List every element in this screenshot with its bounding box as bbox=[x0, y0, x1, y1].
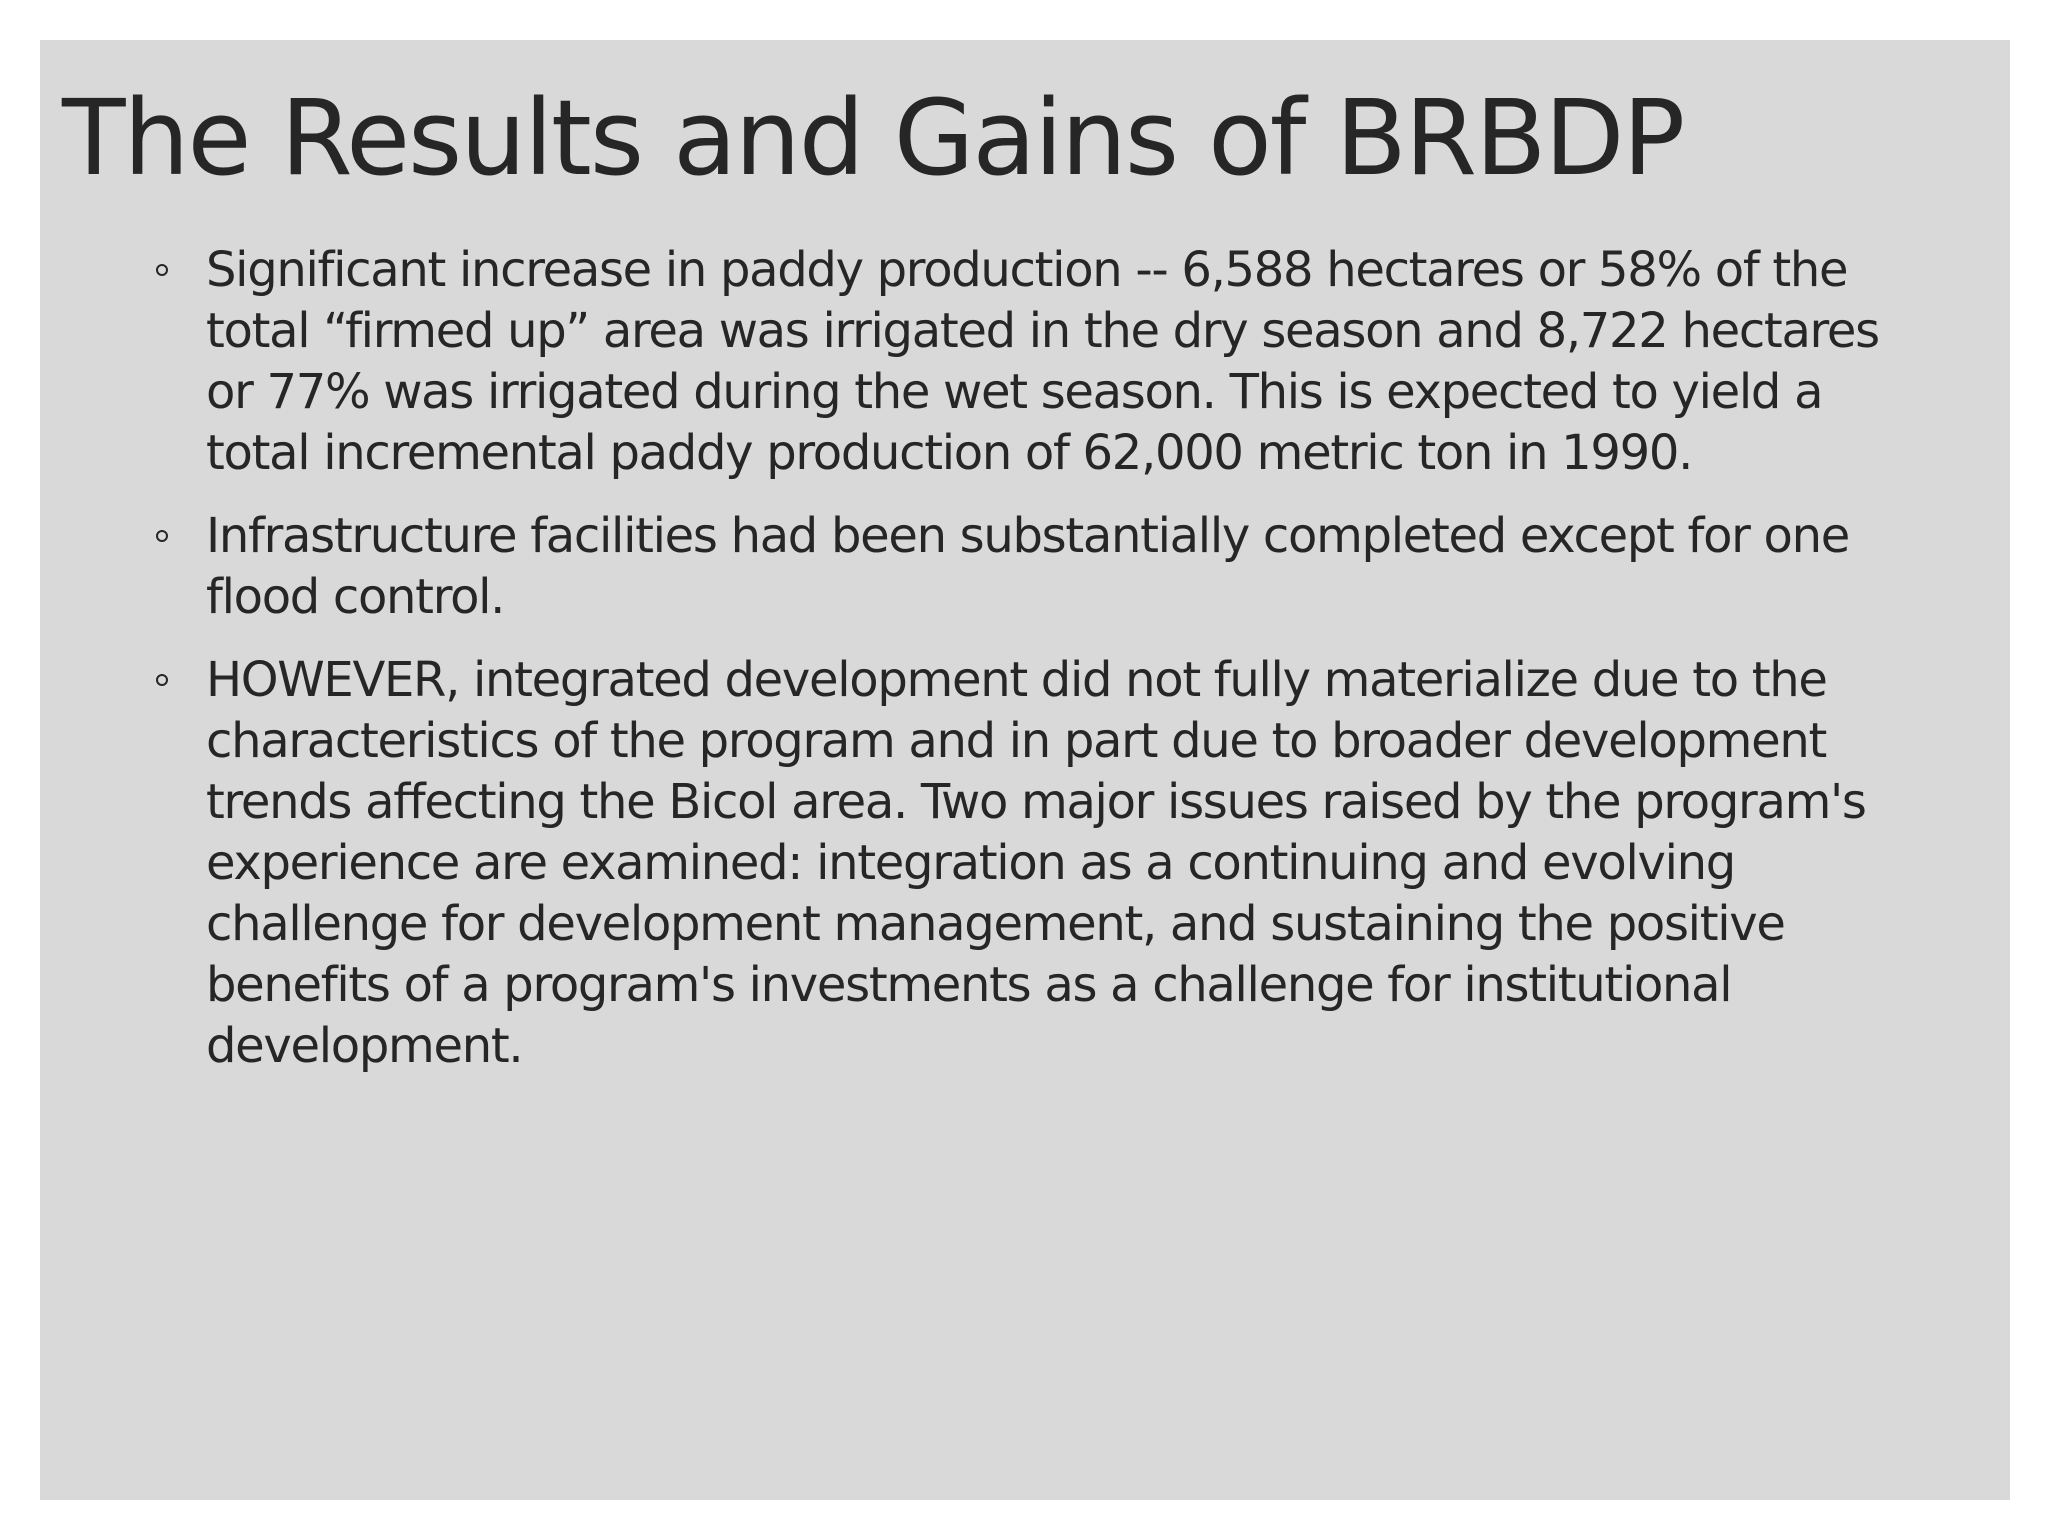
hollow-circle-bullet-icon bbox=[156, 530, 168, 542]
bullet-item bbox=[128, 650, 1908, 1077]
slide bbox=[40, 40, 2010, 1500]
hollow-circle-bullet-icon bbox=[156, 674, 168, 686]
bullet-text: HOWEVER, integrated development did not fully materialize due to the characteristics of the program and in part due to broader development trends affecting the Bicol area. Two major issues raised by the program's experience are examined: integration as a continuing and evolving challenge for development management, and sustaining the positive benefits of a program's investments as a challenge for institutional development. bbox=[206, 652, 1866, 1074]
bullet-text: Significant increase in paddy production -- 6,588 hectares or 58% of the total “firmed up” area was irrigated in the dry season and 8,722 hectares or 77% was irrigated during the wet season. This is expected to yield a total incremental paddy production of 62,000 metric ton in 1990. bbox=[206, 242, 1879, 481]
bullet-item bbox=[128, 506, 1908, 628]
bullet-list bbox=[128, 240, 1908, 1099]
bullet-item bbox=[128, 240, 1908, 484]
slide-title: The Results and Gains of BRBDP bbox=[62, 77, 1684, 199]
hollow-circle-bullet-icon bbox=[156, 264, 168, 276]
bullet-text: Infrastructure facilities had been substantially completed except for one flood control. bbox=[206, 508, 1849, 625]
